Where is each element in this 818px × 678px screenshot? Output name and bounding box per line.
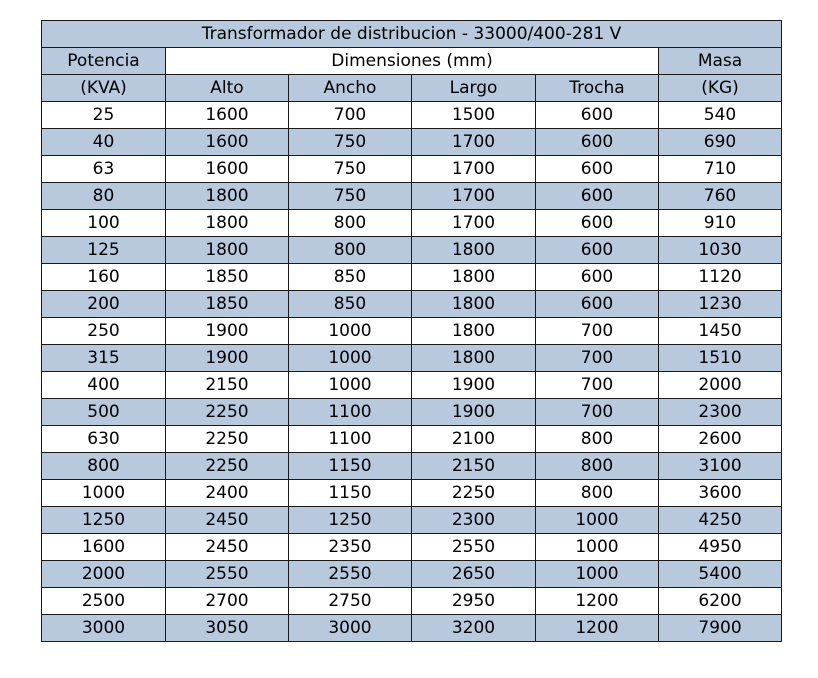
cell-largo: 1700 — [412, 183, 536, 210]
table-row — [42, 237, 782, 264]
cell-largo: 1800 — [412, 291, 536, 318]
cell-alto: 2250 — [166, 453, 289, 480]
cell-trocha: 700 — [536, 399, 659, 426]
cell-alto: 2400 — [166, 480, 289, 507]
cell-alto: 2250 — [166, 426, 289, 453]
cell-masa: 1230 — [659, 291, 782, 318]
cell-potencia: 500 — [42, 399, 166, 426]
cell-trocha: 600 — [536, 156, 659, 183]
table-title: Transformador de distribucion - 33000/400-281 V — [42, 21, 782, 48]
cell-trocha: 800 — [536, 426, 659, 453]
cell-alto: 2150 — [166, 372, 289, 399]
cell-trocha: 600 — [536, 291, 659, 318]
table-row — [42, 210, 782, 237]
cell-ancho: 3000 — [289, 615, 412, 642]
cell-alto: 2700 — [166, 588, 289, 615]
cell-largo: 2300 — [412, 507, 536, 534]
cell-masa: 2000 — [659, 372, 782, 399]
cell-ancho: 750 — [289, 129, 412, 156]
cell-largo: 2250 — [412, 480, 536, 507]
table-row — [42, 480, 782, 507]
cell-potencia: 800 — [42, 453, 166, 480]
cell-potencia: 2000 — [42, 561, 166, 588]
table-row — [42, 291, 782, 318]
cell-ancho: 800 — [289, 237, 412, 264]
header-dimensiones: Dimensiones (mm) — [166, 48, 659, 75]
cell-ancho: 750 — [289, 183, 412, 210]
cell-alto: 3050 — [166, 615, 289, 642]
cell-trocha: 600 — [536, 102, 659, 129]
cell-largo: 3200 — [412, 615, 536, 642]
header-trocha: Trocha — [536, 75, 659, 102]
cell-potencia: 1000 — [42, 480, 166, 507]
cell-largo: 1800 — [412, 264, 536, 291]
cell-potencia: 1250 — [42, 507, 166, 534]
cell-masa: 2600 — [659, 426, 782, 453]
title-row — [42, 21, 782, 48]
cell-trocha: 1000 — [536, 507, 659, 534]
table-row — [42, 183, 782, 210]
cell-potencia: 125 — [42, 237, 166, 264]
header-ancho: Ancho — [289, 75, 412, 102]
cell-largo: 1900 — [412, 399, 536, 426]
cell-trocha: 600 — [536, 210, 659, 237]
cell-largo: 1700 — [412, 156, 536, 183]
table-row — [42, 588, 782, 615]
table-row — [42, 561, 782, 588]
cell-masa: 2300 — [659, 399, 782, 426]
cell-alto: 1900 — [166, 345, 289, 372]
header-alto: Alto — [166, 75, 289, 102]
cell-potencia: 40 — [42, 129, 166, 156]
cell-masa: 5400 — [659, 561, 782, 588]
cell-alto: 2250 — [166, 399, 289, 426]
cell-masa: 1450 — [659, 318, 782, 345]
cell-masa: 690 — [659, 129, 782, 156]
cell-ancho: 2550 — [289, 561, 412, 588]
cell-masa: 1120 — [659, 264, 782, 291]
cell-potencia: 1600 — [42, 534, 166, 561]
cell-largo: 2650 — [412, 561, 536, 588]
cell-alto: 1600 — [166, 129, 289, 156]
header-row-1 — [42, 48, 782, 75]
cell-masa: 3600 — [659, 480, 782, 507]
cell-largo: 1800 — [412, 345, 536, 372]
cell-masa: 1030 — [659, 237, 782, 264]
cell-masa: 760 — [659, 183, 782, 210]
cell-masa: 910 — [659, 210, 782, 237]
cell-alto: 1900 — [166, 318, 289, 345]
cell-ancho: 850 — [289, 264, 412, 291]
cell-potencia: 80 — [42, 183, 166, 210]
cell-ancho: 1150 — [289, 453, 412, 480]
header-row-2 — [42, 75, 782, 102]
table-row — [42, 129, 782, 156]
header-potencia-unit: (KVA) — [42, 75, 166, 102]
cell-ancho: 2350 — [289, 534, 412, 561]
cell-largo: 2150 — [412, 453, 536, 480]
cell-trocha: 1000 — [536, 534, 659, 561]
cell-potencia: 100 — [42, 210, 166, 237]
cell-potencia: 25 — [42, 102, 166, 129]
cell-alto: 2450 — [166, 534, 289, 561]
header-masa: Masa — [659, 48, 782, 75]
cell-trocha: 600 — [536, 264, 659, 291]
table-row — [42, 399, 782, 426]
cell-alto: 1600 — [166, 156, 289, 183]
cell-ancho: 2750 — [289, 588, 412, 615]
cell-ancho: 700 — [289, 102, 412, 129]
cell-largo: 1500 — [412, 102, 536, 129]
cell-trocha: 800 — [536, 480, 659, 507]
header-largo: Largo — [412, 75, 536, 102]
cell-largo: 2100 — [412, 426, 536, 453]
cell-trocha: 1000 — [536, 561, 659, 588]
cell-alto: 2550 — [166, 561, 289, 588]
cell-alto: 1850 — [166, 291, 289, 318]
cell-potencia: 250 — [42, 318, 166, 345]
cell-largo: 1800 — [412, 237, 536, 264]
cell-trocha: 1200 — [536, 588, 659, 615]
cell-largo: 2550 — [412, 534, 536, 561]
cell-ancho: 1000 — [289, 372, 412, 399]
table-row — [42, 507, 782, 534]
cell-largo: 1900 — [412, 372, 536, 399]
transformer-spec-table — [41, 20, 782, 642]
cell-potencia: 63 — [42, 156, 166, 183]
table-row — [42, 318, 782, 345]
header-masa-unit: (KG) — [659, 75, 782, 102]
cell-alto: 1600 — [166, 102, 289, 129]
cell-trocha: 700 — [536, 345, 659, 372]
cell-masa: 4250 — [659, 507, 782, 534]
cell-largo: 1700 — [412, 129, 536, 156]
table-row — [42, 264, 782, 291]
cell-trocha: 800 — [536, 453, 659, 480]
table-row — [42, 345, 782, 372]
cell-trocha: 700 — [536, 318, 659, 345]
cell-ancho: 1100 — [289, 426, 412, 453]
cell-ancho: 1000 — [289, 318, 412, 345]
table-row — [42, 102, 782, 129]
cell-trocha: 700 — [536, 372, 659, 399]
table-row — [42, 156, 782, 183]
cell-potencia: 160 — [42, 264, 166, 291]
table-body — [42, 102, 782, 642]
table-row — [42, 615, 782, 642]
cell-trocha: 600 — [536, 129, 659, 156]
cell-ancho: 750 — [289, 156, 412, 183]
cell-masa: 4950 — [659, 534, 782, 561]
cell-potencia: 2500 — [42, 588, 166, 615]
table-row — [42, 426, 782, 453]
cell-ancho: 850 — [289, 291, 412, 318]
cell-masa: 3100 — [659, 453, 782, 480]
cell-trocha: 600 — [536, 237, 659, 264]
cell-potencia: 315 — [42, 345, 166, 372]
cell-potencia: 400 — [42, 372, 166, 399]
cell-largo: 1700 — [412, 210, 536, 237]
header-potencia: Potencia — [42, 48, 166, 75]
cell-ancho: 800 — [289, 210, 412, 237]
cell-potencia: 630 — [42, 426, 166, 453]
cell-trocha: 1200 — [536, 615, 659, 642]
cell-trocha: 600 — [536, 183, 659, 210]
cell-largo: 1800 — [412, 318, 536, 345]
cell-potencia: 3000 — [42, 615, 166, 642]
cell-masa: 710 — [659, 156, 782, 183]
cell-masa: 6200 — [659, 588, 782, 615]
cell-alto: 1800 — [166, 183, 289, 210]
table-row — [42, 372, 782, 399]
cell-alto: 1850 — [166, 264, 289, 291]
cell-masa: 7900 — [659, 615, 782, 642]
cell-masa: 540 — [659, 102, 782, 129]
cell-potencia: 200 — [42, 291, 166, 318]
cell-ancho: 1150 — [289, 480, 412, 507]
cell-alto: 1800 — [166, 210, 289, 237]
cell-masa: 1510 — [659, 345, 782, 372]
cell-ancho: 1100 — [289, 399, 412, 426]
cell-ancho: 1000 — [289, 345, 412, 372]
cell-ancho: 1250 — [289, 507, 412, 534]
table-row — [42, 453, 782, 480]
table-row — [42, 534, 782, 561]
cell-alto: 1800 — [166, 237, 289, 264]
cell-alto: 2450 — [166, 507, 289, 534]
cell-largo: 2950 — [412, 588, 536, 615]
